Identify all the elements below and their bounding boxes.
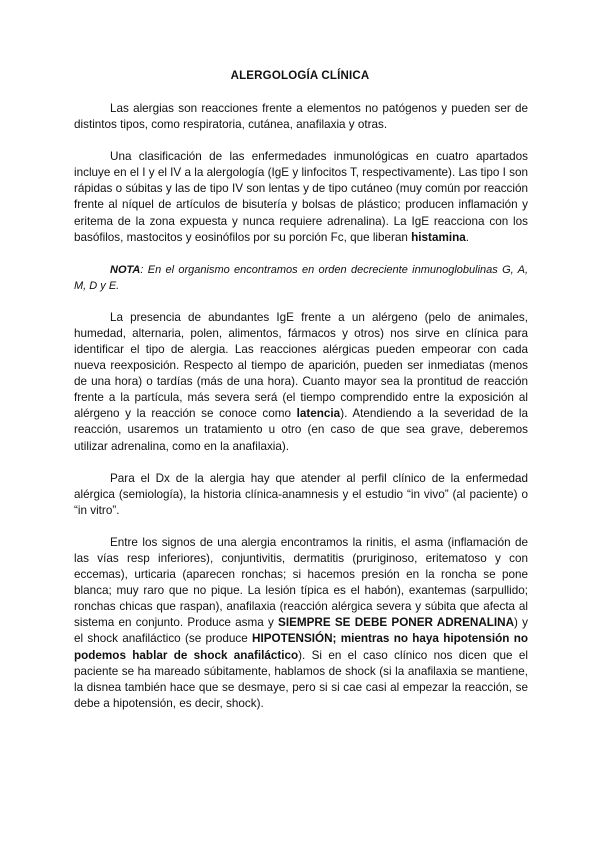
- paragraph-intro: [74, 101, 528, 133]
- note-text: : En el organismo encontramos en orden decreciente inmunoglobulinas G, A, M, D y E.: [74, 263, 528, 292]
- paragraph-classification-end: .: [465, 230, 469, 244]
- paragraph-classification: [74, 149, 528, 246]
- paragraph-ige-presence-end: ). Atendiendo a la severidad de la reacción, usaremos un tratamiento u otro (en caso de que sea grave, deberemos utilizar adrenalina, como en la anafilaxia).: [74, 407, 528, 453]
- emphasis-adrenalina: SIEMPRE SE DEBE PONER ADRENALINA: [278, 616, 515, 630]
- emphasis-hipotension: HIPOTENSIÓN; mientras no haya hipotensión no podemos hablar de shock anafiláctico: [74, 632, 528, 662]
- paragraph-ige-presence: [74, 310, 528, 455]
- document-title: ALERGOLOGÍA CLÍNICA: [230, 70, 370, 82]
- paragraph-ige-presence-text: La presencia de abundantes IgE frente a un alérgeno (pelo de animales, humedad, alternaria, polen, alimentos, fármacos y otros) nos sirve en clínica para identificar el tipo de alergia. Las reacciones alérgicas pueden empeorar con cada nueva reexposición. Respecto al tiempo de aparición, pueden ser inmediatas (menos de una hora) o tardías (más de una hora). Cuanto mayor sea la prontitud de reacción frente a la partícula, más severa será (el tiempo comprendido entre la exposición al alérgeno y la reacción se conoce como: [74, 310, 528, 421]
- paragraph-signs-text-2: ) y el shock anafiláctico (se produce: [74, 616, 528, 646]
- paragraph-signs-text-1: Entre los signos de una alergia encontramos la rinitis, el asma (inflamación de las vías resp inferiores), conjuntivitis, dermatitis (pruriginoso, eritematoso y con eccemas), urticaria (aparecen ronchas; si hacemos presión en la roncha se pone blanca; muy raro que no pique. La lesión típica es el habón), exantemas (sarpullido; ronchas chicas que raspan), anafilaxia (reacción alérgica severa y súbita que afecta al sistema en conjunto. Produce asma y: [74, 535, 528, 630]
- term-histamina: histamina: [411, 230, 466, 244]
- paragraph-intro-text: Las alergias son reacciones frente a elementos no patógenos y pueden ser de distintos tipos, como respiratoria, cutánea, anafilaxia y otras.: [74, 102, 528, 132]
- term-latencia: latencia: [296, 407, 341, 421]
- paragraph-diagnosis: [74, 471, 528, 519]
- paragraph-diagnosis-text: Para el Dx de la alergia hay que atender al perfil clínico de la enfermedad alérgica (semiología), la historia clínica-anamnesis y el estudio “in vivo” (al paciente) o “in vitro”.: [74, 471, 528, 517]
- document-body: [74, 101, 528, 728]
- paragraph-classification-text: Una clasificación de las enfermedades inmunológicas en cuatro apartados incluye en el I y el IV a la alergología (IgE y linfocitos T, respectivamente). Las tipo I son rápidas o súbitas y las de tipo IV son lentas y de tipo cutáneo (muy común por reacción frente al níquel de artículos de bisutería y bolsas de plástico; producen inflamación y eritema de la zona expuesta y nunca requiere adrenalina). La IgE reacciona con los basófilos, mastocitos y eosinófilos por su porción Fc, que liberan: [74, 150, 528, 244]
- paragraph-signs-text-3: ). Si en el caso clínico nos dicen que el paciente se ha mareado súbitamente, hablamos de shock (si la anafilaxia se mantiene, la disnea también hace que se desmaye, pero si si cae casi al empezar la reacción, se debe a hipotensión, es decir, shock).: [74, 648, 528, 710]
- paragraph-signs: [74, 535, 528, 712]
- note-label: NOTA: [110, 263, 141, 276]
- note-paragraph: [74, 262, 528, 294]
